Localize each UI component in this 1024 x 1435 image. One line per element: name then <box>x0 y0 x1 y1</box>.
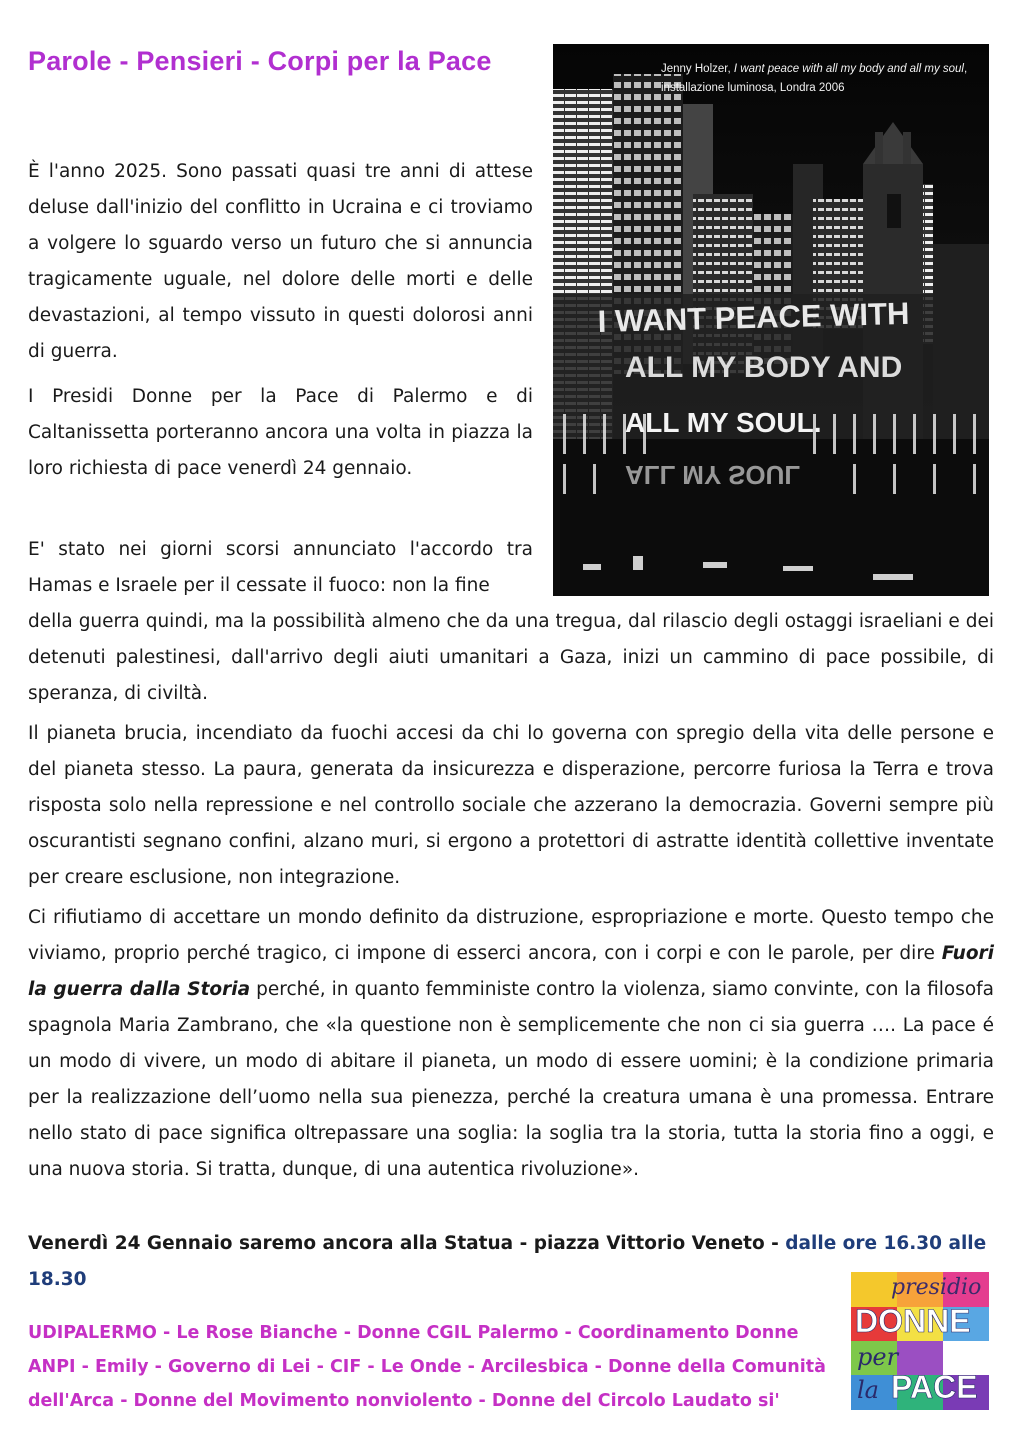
slogan-fuori-la-guerra: Fuori la guerra dalla Storia <box>28 943 994 1000</box>
paragraph-2-text: I Presidi Donne per la Pace di Palermo e di Caltanissetta porteranno ancora una volta in piazza la loro richiesta di pace venerdì 24 gennaio. <box>28 386 533 479</box>
caption-work-title: I want peace with all my body and all my soul <box>733 63 964 75</box>
logo-word-per: per <box>857 1343 899 1371</box>
paragraph-5-part-b: perché, in quanto femministe contro la violenza, siamo convinte, con la filosofa spagnola Maria Zambrano, che «la questione non è semplicemente che non ci sia guerra …. La pace é un modo di vivere, un modo di abitare il pianeta, un modo di essere uomini; è la condizione primaria per la realizzazione dell’uomo nella sua pienezza, perché la creatura umana è una promessa. Entrare nello stato di pace significa oltrepassare una soglia: la soglia tra la storia, tutta la storia fino a oggi, e una nuova storia. Si tratta, dunque, di una autentica rivoluzione». <box>28 979 995 1180</box>
organizations-list: UDIPALERMO - Le Rose Bianche - Donne CGIL Palermo - Coordinamento Donne ANPI - Emily - Governo di Lei - CIF - Le Onde - Arcilesbica - Donne della Comunità dell'Arca - Donne del Movimento nonviolento - Donne del Circolo Laudato si' <box>28 1323 826 1411</box>
projection-reflection: ALL MY SOUL <box>625 460 801 490</box>
paragraph-5 <box>28 900 994 1188</box>
event-place: Venerdì 24 Gennaio saremo ancora alla Statua - piazza Vittorio Veneto - <box>28 1233 786 1254</box>
projection-line-2: ALL MY BODY AND <box>625 351 903 384</box>
paragraph-4 <box>28 716 994 896</box>
logo-word-donne: DONNE <box>855 1303 971 1339</box>
page-title: Parole - Pensieri - Corpi per la Pace <box>28 46 492 76</box>
night-city-illustration <box>553 44 989 596</box>
event-announcement <box>28 1226 994 1298</box>
event-time: dalle ore 16.30 alle 18.30 <box>28 1233 987 1290</box>
logo-word-la: la <box>857 1376 879 1404</box>
logo-word-presidio: presidio <box>891 1275 982 1300</box>
presidio-donne-per-la-pace-logo <box>851 1272 989 1410</box>
logo-word-pace: PACE <box>891 1369 978 1405</box>
image-caption <box>661 60 981 98</box>
caption-author: Jenny Holzer, <box>661 63 734 75</box>
projection-line-3: ALL MY SOUL. <box>625 407 822 438</box>
paragraph-3-start <box>28 532 533 604</box>
paragraph-5-part-a: Ci rifiutiamo di accettare un mondo definito da distruzione, espropriazione e morte. Questo tempo che viviamo, proprio perché tragico, ci impone di esserci ancora, con i corpi e con le parole, per dire <box>28 907 994 964</box>
projection-line-1: I WANT PEACE WITH <box>597 295 910 339</box>
paragraph-3-end-text: della guerra quindi, ma la possibilità almeno che da una tregua, dal rilascio degli ostaggi israeliani e dei detenuti palestinesi, dall'arrivo degli aiuti umanitari a Gaza, inizi un cammino di pace possibile, di speranza, di civiltà. <box>28 611 994 704</box>
paragraph-3-start-text: E' stato nei giorni scorsi annunciato l'accordo tra Hamas e Israele per il cessate il fuoco: non la fine <box>28 539 533 596</box>
paragraph-5-text <box>28 900 994 1188</box>
paragraph-3-end <box>28 604 994 712</box>
holzer-installation-photo <box>553 44 989 596</box>
paragraph-4-text: Il pianeta brucia, incendiato da fuochi accesi da chi lo governa con spregio della vita delle persone e del pianeta stesso. La paura, generata da insicurezza e disperazione, percorre furiosa la Terra e trova risposta solo nella repressione e nel controllo sociale che azzerano la democrazia. Governi sempre più oscurantisti segnano confini, alzano muri, si ergono a protettori di astratte identità collettive inventate per creare esclusione, non integrazione. <box>28 723 994 888</box>
paragraph-1 <box>28 154 533 370</box>
paragraph-1-text: È l'anno 2025. Sono passati quasi tre anni di attese deluse dall'inizio del conflitto in Ucraina e ci troviamo a volgere lo sguardo verso un futuro che si annuncia tragicamente uguale, nel dolore delle morti e delle devastazioni, al tempo vissuto in questi dolorosi anni di guerra. <box>28 161 533 362</box>
paragraph-2 <box>28 379 533 487</box>
caption-details: , installazione luminosa, Londra 2006 <box>661 63 968 94</box>
